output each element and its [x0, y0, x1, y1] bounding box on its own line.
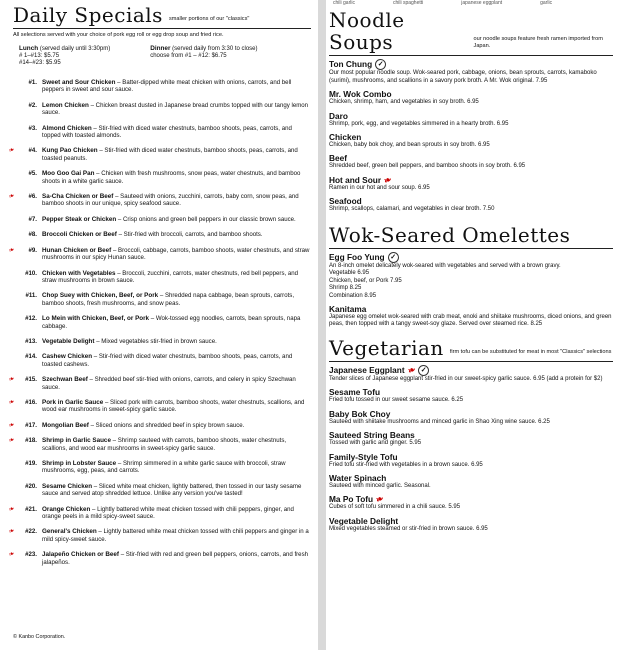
- item-name: Almond Chicken: [42, 124, 92, 132]
- menu-item: [329, 175, 613, 192]
- price-block: [19, 45, 311, 67]
- menu-item-name: Sesame Tofu: [329, 387, 381, 398]
- item-number: #9.: [28, 246, 37, 254]
- menu-item-header: [329, 516, 613, 526]
- chili-pepper-icon: ❧: [7, 550, 16, 560]
- daily-special-item: [13, 170, 311, 185]
- menu-item-name: Kanitama: [329, 303, 367, 314]
- menu-item-description: Japanese egg omelet wok-seared with crab meat, enoki and shiitake mushrooms, diced onions, and green peas, then topped with a tangy sweet-soy glaze. Served over steamed rice. 8.25: [329, 313, 612, 328]
- dinner-label: Dinner: [150, 45, 171, 52]
- item-number: #23.: [25, 551, 37, 559]
- daily-special-item: [13, 483, 311, 498]
- item-description: – Stir-fried with diced water chestnuts, bamboo shoots, peas, carrots, and toasted peanuts.: [42, 147, 298, 162]
- menu-item: [329, 111, 613, 128]
- daily-special-item: [7, 550, 311, 566]
- menu-item-name: Egg Foo Yung: [329, 251, 385, 262]
- menu-item-header: [329, 196, 613, 206]
- chili-pepper-icon: ❧: [7, 504, 16, 514]
- lunch-row: #14–#23: $5.95: [19, 60, 61, 66]
- daily-specials-subtitle: smaller portions of our "classics": [168, 16, 250, 22]
- menu-item: [329, 365, 613, 384]
- item-name: Vegetable Delight: [42, 337, 95, 345]
- chili-pepper-icon: ❧: [7, 436, 16, 446]
- top-strip-text: garlic: [540, 0, 553, 6]
- item-description: – Stir-fried with diced water chestnuts, bamboo shoots, peas, carrots, and toasted cashews.: [42, 353, 293, 368]
- item-text: [42, 422, 311, 429]
- item-text: [42, 102, 311, 117]
- item-description: – Sliced white meat chicken, lightly battered, then tossed in our tasty sesame sauce and served atop shredded lettuce. Unlike any version you've tasted!: [42, 482, 302, 498]
- daily-special-item: [7, 146, 311, 162]
- menu-item-header: [329, 409, 613, 419]
- menu-item-header: [329, 132, 613, 142]
- item-number: #17.: [25, 421, 37, 429]
- menu-item-name: Japanese Eggplant: [329, 364, 405, 375]
- item-name: Shrimp in Garlic Sauce: [42, 437, 111, 445]
- daily-special-item: [13, 102, 311, 117]
- item-number: #1.: [28, 79, 37, 86]
- menu-item-description: Tender slices of Japanese eggplant stir-fried in our sweet-spicy garlic sauce. 6.95 (add a protein for $2): [329, 376, 603, 383]
- daily-special-item: [13, 125, 311, 140]
- item-description: – Sliced onions and shredded beef in spicy brown sauce.: [88, 421, 245, 429]
- daily-special-item: [13, 460, 311, 475]
- item-number: #16.: [25, 398, 37, 406]
- item-number: #21.: [25, 505, 37, 513]
- item-name: Chop Suey with Chicken, Beef, or Pork: [42, 292, 159, 300]
- daily-special-item: [13, 231, 311, 238]
- item-number: #14.: [25, 353, 37, 361]
- menu-item-description: Sauteed with shiitake mushrooms and minced garlic in Shao Xing wine sauce. 6.25: [329, 418, 550, 425]
- daily-special-item: [13, 292, 311, 307]
- daily-special-item: [7, 192, 311, 208]
- item-text: [42, 170, 311, 185]
- lunch-prices: [19, 45, 110, 67]
- vegetarian-subtitle: firm tofu can be substituted for meat in most "Classics" selections: [449, 348, 612, 355]
- item-description: – Shrimp sauteed with carrots, bamboo shoots, water chestnuts, scallions, and wood ear mushrooms in sweet-spicy garlic sauce.: [42, 437, 287, 452]
- checkmark-badge-icon: ✓: [388, 252, 399, 263]
- menu-item: [329, 473, 613, 490]
- omelettes-title: Wok-Seared Omelettes: [329, 222, 571, 247]
- menu-item-price-line: Combination 8.95: [329, 292, 377, 299]
- menu-item: [329, 494, 613, 511]
- item-number: #19.: [25, 460, 37, 467]
- item-text: [42, 231, 311, 238]
- vegetarian-title: Vegetarian: [329, 335, 444, 360]
- item-description: – Batter-dipped white meat chicken with onions, carrots, and bell peppers in sweet and sour sauce.: [42, 79, 292, 94]
- checkmark-badge-icon: ✓: [375, 59, 386, 70]
- chili-pepper-icon: ❧: [7, 398, 16, 407]
- item-number: #8.: [28, 231, 37, 239]
- noodle-soups-list: [329, 59, 613, 214]
- right-panel: [326, 0, 619, 650]
- item-description: – Wok-tossed egg noodles, carrots, bean sprouts, napa cabbage.: [42, 315, 301, 330]
- menu-item-price-line: Vegetable 6.95: [329, 270, 370, 277]
- menu-item: [329, 153, 613, 170]
- menu-item-description: Ramen in our hot and sour soup. 6.95: [329, 184, 430, 191]
- item-text: [42, 353, 311, 368]
- menu-item: [329, 89, 613, 106]
- dinner-prices: [150, 45, 257, 67]
- column-divider: [318, 0, 326, 650]
- menu-item-header: [329, 153, 613, 163]
- item-text: [42, 460, 311, 475]
- item-description: – Shrimp simmered in a white garlic sauce with broccoli, straw mushrooms, egg, peas, and carrots.: [42, 460, 286, 475]
- dinner-hours: (served daily from 3:30 to close): [172, 46, 258, 52]
- item-description: – Mixed vegetables stir-fried in brown sauce.: [94, 337, 217, 345]
- menu-item-description: Fried tofu tossed in our sweet sesame sauce. 6.25: [329, 397, 464, 404]
- item-number: #20.: [25, 482, 37, 490]
- chili-pepper-icon: ❧: [7, 245, 16, 255]
- item-text: [42, 292, 311, 307]
- lunch-label: Lunch: [19, 45, 39, 52]
- lunch-hours: (served daily until 3:30pm): [39, 46, 111, 52]
- divider: [329, 361, 613, 362]
- menu-item: [329, 387, 613, 404]
- copyright: © Kanbo Corporation.: [13, 634, 66, 640]
- daily-special-item: [7, 527, 311, 543]
- item-name: Szechwan Beef: [42, 376, 88, 384]
- item-text: [42, 270, 311, 285]
- item-number: #3.: [28, 124, 37, 132]
- item-name: Sa-Cha Chicken or Beef: [42, 193, 114, 201]
- item-number: #22.: [25, 528, 37, 536]
- menu-item-price-line: Shrimp 8.25: [329, 285, 362, 292]
- item-name: Lemon Chicken: [42, 101, 89, 109]
- daily-special-item: [7, 375, 311, 391]
- item-name: Sweet and Sour Chicken: [42, 79, 116, 86]
- menu-item-price-line: Chicken, beef, or Pork 7.95: [329, 277, 402, 284]
- item-text: [42, 399, 311, 414]
- item-name: General's Chicken: [42, 528, 97, 536]
- top-strip-text: japanese eggplant: [461, 0, 503, 6]
- menu-item-name: Seafood: [329, 196, 362, 207]
- item-name: Broccoli Chicken or Beef: [42, 231, 117, 239]
- item-name: Pork in Garlic Sauce: [42, 398, 104, 406]
- chili-pepper-icon: ❧: [7, 146, 16, 156]
- menu-item-description: Our most popular noodle soup. Wok-seared pork, cabbage, onions, bean sprouts, carrots, kamaboko (surimi), mushrooms, and scallions in a savory pork broth. A Mr. Wok original. 7.95: [329, 70, 597, 84]
- item-text: [42, 483, 311, 498]
- menu-item-description: Cubes of soft tofu simmered in a chili sauce. 5.95: [329, 504, 461, 511]
- item-text: [42, 315, 311, 330]
- item-description: – Broccoli, zucchini, carrots, water chestnuts, red bell peppers, and straw mushrooms in brown sauce.: [42, 269, 299, 284]
- menu-item-header: [329, 252, 613, 263]
- item-number: #11.: [25, 292, 37, 300]
- item-name: Moo Goo Gai Pan: [42, 170, 95, 178]
- top-strip-text: chili spaghetti: [392, 0, 424, 6]
- item-description: – Shredded beef stir-fried with onions, carrots, and celery in spicy Szechwan sauce.: [42, 376, 296, 391]
- menu-item-name: Hot and Sour: [329, 174, 382, 185]
- menu-item-description: Mixed vegetables steamed or stir-fried in brown sauce. 6.95: [329, 525, 488, 532]
- item-number: #18.: [25, 437, 37, 445]
- item-number: #7.: [28, 215, 37, 223]
- menu-item-header: [329, 494, 613, 504]
- daily-specials-list: [7, 79, 311, 566]
- vegetarian-list: [329, 365, 613, 534]
- menu-item: [329, 409, 613, 426]
- chili-pepper-icon: ❧: [7, 420, 16, 430]
- daily-special-item: [7, 436, 311, 452]
- chili-pepper-icon: ❧: [7, 192, 16, 201]
- item-number: #6.: [28, 193, 37, 201]
- menu-item: [329, 196, 613, 213]
- chili-pepper-icon: ❧: [405, 363, 417, 376]
- item-name: Chicken with Vegetables: [42, 269, 116, 277]
- menu-item-name: Ton Chung: [329, 59, 373, 69]
- item-name: Orange Chicken: [42, 505, 91, 513]
- item-name: Kung Pao Chicken: [42, 147, 98, 155]
- noodle-soups-subtitle: our noodle soups feature fresh ramen imported from Japan.: [473, 36, 603, 49]
- item-name: Shrimp in Lobster Sauce: [42, 460, 117, 467]
- daily-special-item: [7, 398, 311, 414]
- menu-item-description: Chicken, shrimp, ham, and vegetables in soy broth. 6.95: [329, 99, 479, 106]
- menu-item-description: Chicken, baby bok choy, and bean sprouts in soy broth. 6.95: [329, 141, 490, 148]
- item-description: – Shredded napa cabbage, bean sprouts, carrots, bamboo shoots, fresh mushrooms, and snow peas.: [42, 292, 295, 307]
- menu-item-header: [329, 304, 613, 314]
- daily-special-item: [7, 245, 311, 262]
- item-description: – Stir-fried with broccoli, carrots, and bamboo shoots.: [116, 231, 263, 239]
- item-name: Lo Mein with Chicken, Beef, or Pork: [42, 315, 150, 323]
- menu-item-header: [329, 452, 613, 462]
- menu-item-description: Shredded beef, green bell peppers, and bamboo shoots in soy broth. 6.95: [329, 163, 526, 170]
- chili-pepper-icon: ❧: [7, 375, 16, 385]
- menu-item-description: Shrimp, pork, egg, and vegetables simmered in a hearty broth. 6.95: [329, 120, 509, 127]
- menu-item: [329, 304, 613, 329]
- daily-special-item: [7, 420, 311, 430]
- daily-special-item: [7, 504, 311, 521]
- item-name: Cashew Chicken: [42, 353, 93, 361]
- item-text: [42, 247, 311, 262]
- item-text: [42, 437, 311, 452]
- daily-special-item: [13, 315, 311, 330]
- chili-pepper-icon: ❧: [382, 173, 394, 186]
- item-name: Pepper Steak or Chicken: [42, 215, 117, 223]
- item-name: Jalapeño Chicken or Beef: [42, 551, 119, 559]
- item-description: – Sliced pork with carrots, bamboo shoots, water chestnuts, scallions, and wood ear mushrooms in sweet-spicy garlic sauce.: [42, 398, 305, 414]
- item-name: Hunan Chicken or Beef: [42, 246, 112, 254]
- item-description: – Broccoli, cabbage, carrots, bamboo shoots, water chestnuts, and straw mushrooms in our spicy Hunan sauce.: [42, 246, 310, 262]
- item-text: [42, 551, 311, 566]
- item-description: – Stir-fried with red and green bell peppers, onions, carrots, and fresh jalapeños.: [42, 551, 309, 566]
- item-number: #10.: [25, 269, 37, 277]
- menu-item: [329, 59, 613, 85]
- menu-item-name: Chicken: [329, 131, 362, 142]
- menu-item: [329, 452, 613, 469]
- daily-special-item: [13, 353, 311, 368]
- menu-item: [329, 132, 613, 149]
- menu-item-header: [329, 111, 613, 121]
- menu-item: [329, 516, 613, 533]
- item-number: #13.: [25, 337, 37, 345]
- item-name: Mongolian Beef: [42, 421, 89, 429]
- menu-item-name: Beef: [329, 153, 347, 164]
- item-text: [42, 125, 311, 140]
- menu-item-name: Family-Style Tofu: [329, 451, 398, 462]
- top-strip-text: chili garlic: [333, 0, 355, 6]
- menu-item: [329, 252, 613, 300]
- item-text: [42, 193, 311, 208]
- item-number: #5.: [28, 170, 37, 178]
- daily-specials-title: Daily Specials: [13, 3, 163, 27]
- divider: [329, 248, 613, 249]
- menu-item-header: [329, 89, 613, 99]
- daily-special-item: [13, 270, 311, 285]
- item-text: [42, 506, 311, 521]
- menu-item-description: Fried tofu stir-fried with vegetables in a brown sauce. 6.95: [329, 461, 483, 468]
- item-description: – Stir-fried with diced water chestnuts, bamboo shoots, peas, carrots, and topped with toasted almonds.: [42, 124, 292, 140]
- item-description: – Chicken with fresh mushrooms, snow peas, water chestnuts, and bamboo shoots in a white garlic sauce.: [42, 170, 301, 185]
- item-description: – Sauteed with onions, zucchini, carrots, baby corn, snow peas, and bamboo shoots in our unique, spicy seafood sauce.: [42, 193, 299, 208]
- menu-item-name: Ma Po Tofu: [329, 494, 374, 505]
- menu-item-description: Tossed with garlic and ginger. 5.95: [329, 440, 422, 447]
- item-text: [42, 528, 311, 543]
- omelettes-list: [329, 252, 613, 329]
- menu-item-name: Baby Bok Choy: [329, 408, 391, 419]
- noodle-soups-title: Noodle Soups: [329, 8, 405, 54]
- menu-item-header: [329, 175, 613, 185]
- item-text: [42, 216, 311, 223]
- item-description: – Chicken breast dusted in Japanese bread crumbs topped with our tangy lemon sauce.: [42, 101, 309, 117]
- item-description: – Lightly battered white meat chicken tossed with chili peppers, ginger, and orange peels in a mild spicy-sweet sauce.: [42, 505, 294, 521]
- item-number: #15.: [25, 376, 37, 384]
- chili-pepper-icon: ❧: [374, 493, 386, 506]
- menu-item: [329, 430, 613, 447]
- item-text: [42, 79, 311, 94]
- divider: [13, 28, 311, 29]
- menu-item-header: [329, 387, 613, 397]
- item-description: – Crisp onions and green bell peppers in our classic brown sauce.: [116, 215, 296, 223]
- daily-special-item: [13, 216, 311, 223]
- item-number: #12.: [25, 315, 37, 323]
- checkmark-badge-icon: ✓: [418, 365, 429, 376]
- menu-item-name: Mr. Wok Combo: [329, 89, 392, 100]
- item-text: [42, 376, 311, 391]
- dinner-row: choose from #1 – #12: $6.75: [150, 53, 227, 59]
- menu-item-description: Shrimp, scallops, calamari, and vegetables in clear broth. 7.50: [329, 206, 495, 213]
- top-strip: [329, 0, 613, 6]
- menu-item-description: Sauteed with minced garlic. Seasonal.: [329, 483, 431, 490]
- item-description: – Lightly battered white meat chicken tossed with chili peppers and ginger in a mild spicy-sweet sauce.: [42, 528, 309, 543]
- item-text: [42, 147, 311, 162]
- menu-item-name: Water Spinach: [329, 473, 387, 484]
- menu-item-header: [329, 473, 613, 483]
- item-text: [42, 338, 311, 345]
- daily-special-item: [13, 79, 311, 94]
- lunch-row: # 1–#13: $5.75: [19, 53, 60, 59]
- item-number: #4.: [28, 147, 37, 155]
- menu-item-header: [329, 59, 613, 70]
- item-name: Sesame Chicken: [42, 482, 93, 490]
- daily-specials-note: All selections served with your choice of pork egg roll or egg drop soup and fried rice.: [13, 32, 224, 38]
- menu-item-header: [329, 365, 613, 376]
- menu-item-name: Daro: [329, 110, 348, 121]
- menu-item-name: Vegetable Delight: [329, 515, 399, 526]
- daily-special-item: [13, 338, 311, 345]
- menu-item-description: An 8-inch omelet delicately wok-seared with vegetables and served with a brown gravy.: [329, 262, 561, 269]
- chili-pepper-icon: ❧: [7, 527, 16, 537]
- divider: [329, 55, 613, 56]
- item-number: #2.: [28, 101, 37, 109]
- menu-item-header: [329, 430, 613, 440]
- menu-item-name: Sauteed String Beans: [329, 430, 415, 441]
